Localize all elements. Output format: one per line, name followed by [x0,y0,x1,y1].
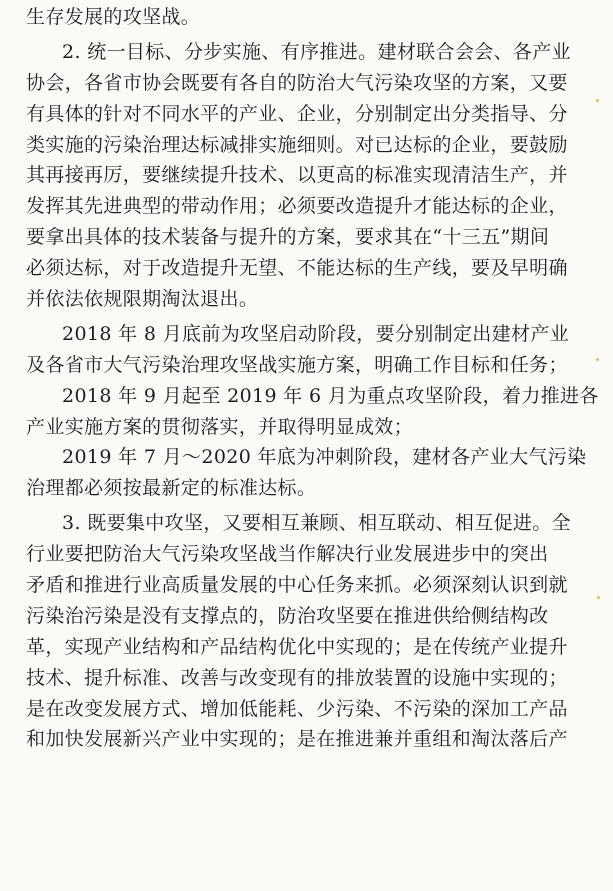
text-line: 是在改变发展方式、增加低能耗、少污染、不污染的深加工产品 [26,697,568,720]
text-line: 产业实施方案的贯彻落实，并取得明显成效； [26,415,414,438]
text-line: 必须达标，对于改造提升无望、不能达标的生产线，要及早明确 [26,257,568,280]
phase-3-start: 2019 年 7 月～2020 年底为冲刺阶段，建材各产业大气污染 [62,446,587,469]
text-line: 污染治污染是没有支撑点的，防治攻坚要在推进供给侧结构改 [26,604,549,627]
text-line: 和加快发展新兴产业中实现的；是在推进兼并重组和淘汰落后产 [26,728,568,751]
paragraph-3-start: 3. 既要集中攻坚，又要相互兼顾、相互联动、相互促进。全 [62,512,571,535]
phase-2-start: 2018 年 9 月起至 2019 年 6 月为重点攻坚阶段，着力推进各 [62,384,599,407]
text-line: 技术、提升标准、改善与改变现有的排放装置的设施中实现的； [26,666,568,689]
text-line: 生存发展的攻坚战。 [26,6,201,28]
text-line: 治理都必须按最新定的标准达标。 [26,477,317,500]
text-line: 革，实现产业结构和产品结构优化中实现的；是在传统产业提升 [26,635,568,658]
text-line: 要拿出具体的技术装备与提升的方案，要求其在“十三五”期间 [26,226,550,249]
phase-1-start: 2018 年 8 月底前为攻坚启动阶段，要分别制定出建材产业 [62,322,570,345]
text-line: 并依法依规限期淘汰退出。 [26,288,259,311]
text-line: 及各省市大气污染治理攻坚战实施方案，明确工作目标和任务； [26,353,568,376]
text-line: 类实施的污染治理达标减排实施细则。对已达标的企业，要鼓励 [26,133,568,156]
text-line: 发挥其先进典型的带动作用；必须要改造提升才能达标的企业， [26,195,568,218]
scan-speck [596,99,599,102]
text-line: 矛盾和推进行业高质量发展的中心任务来抓。必须深刻认识到就 [26,574,568,597]
scan-speck [596,358,599,361]
scan-speck [597,596,600,599]
text-line: 行业要把防治大气污染攻坚战当作解决行业发展进步中的突出 [26,543,549,566]
text-line: 有具体的针对不同水平的产业、企业，分别制定出分类指导、分 [26,102,568,125]
text-line: 协会，各省市协会既要有各自的防治大气污染攻坚的方案，又要 [26,71,568,94]
text-line: 其再接再厉，要继续提升技术、以更高的标准实现清洁生产，并 [26,164,568,187]
paragraph-2-start: 2. 统一目标、分步实施、有序推进。建材联合会会、各产业 [62,40,571,63]
